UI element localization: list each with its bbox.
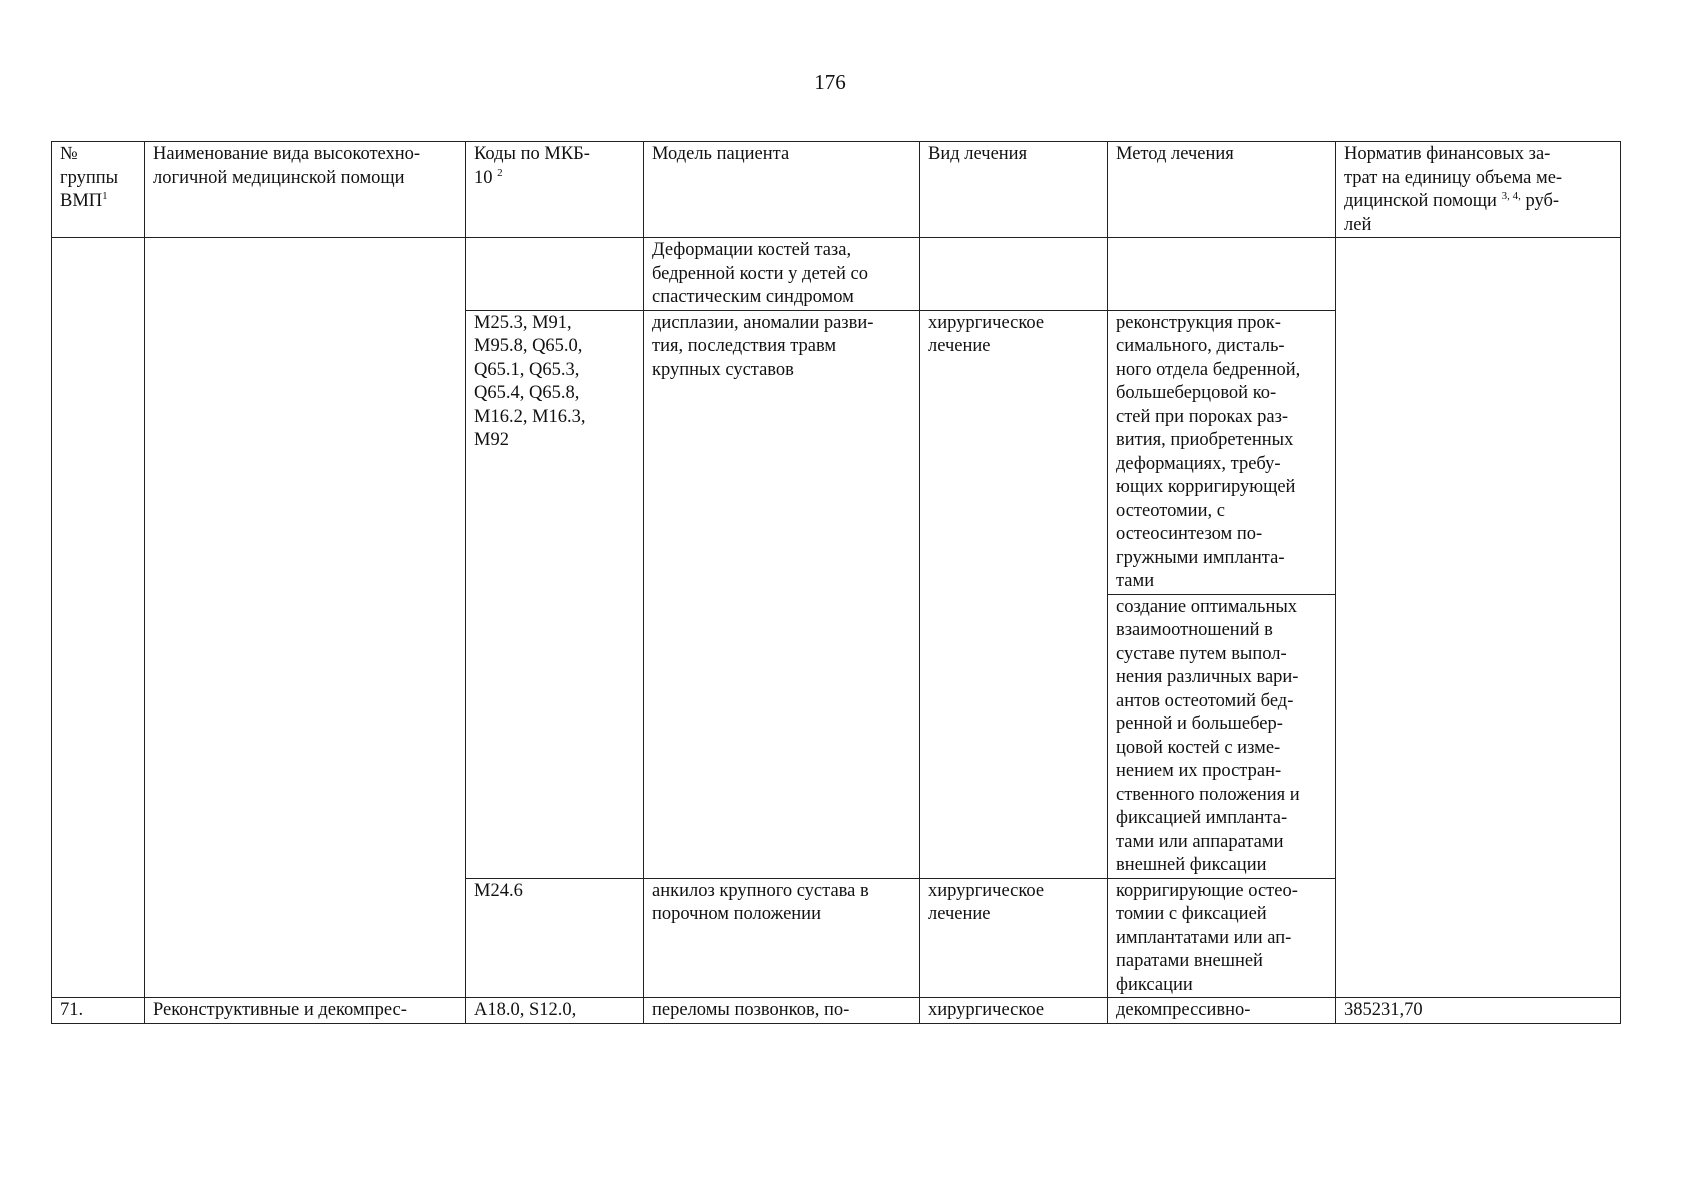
patient-model-cell: анкилоз крупного сустава в порочном положении <box>644 878 920 998</box>
treatment-type-cell: хирургическое <box>920 998 1108 1024</box>
codes-cell: M25.3, M91, M95.8, Q65.0, Q65.1, Q65.3, Q65.4, Q65.8, M16.2, M16.3, M92 <box>466 310 644 878</box>
vmp-table <box>51 141 1621 1024</box>
header-patient-model: Модель пациента <box>644 142 920 238</box>
group-number-cell: 71. <box>52 998 145 1024</box>
vmp-name-cell <box>145 238 466 998</box>
treatment-type-cell: хирургическое лечение <box>920 310 1108 878</box>
treatment-method-cell: создание оптимальных взаимоотношений в суставе путем выпол- нения различных вари- антов остеотомий бед- ренной и большебер- цовой костей с изме- нением их простран- ственного положения и фиксацией импланта- тами или аппаратами внешней фиксации <box>1108 594 1336 878</box>
header-mkb-codes: Коды по МКБ- 10 $^2$ <box>466 142 644 238</box>
treatment-method-cell: реконструкция прок- симального, дисталь- ного отдела бедренной, большеберцовой ко- стей при пороках раз- вития, приобретенных деформациях, требу- ющих корригирующей остеотомии, с остеосинтезом по- гружными импланта- тами <box>1108 310 1336 594</box>
treatment-method-cell: декомпрессивно- <box>1108 998 1336 1024</box>
header-cost-norm: Норматив финансовых за- трат на единицу объема ме- дицинской помощи $^{3, 4,}$ руб- лей <box>1336 142 1621 238</box>
treatment-type-cell <box>920 238 1108 311</box>
header-group-number: № группы ВМП$^1$ <box>52 142 145 238</box>
table-header-row <box>52 142 1621 238</box>
page-number: 176 <box>814 70 846 94</box>
treatment-method-cell: корригирующие остео- томии с фиксацией имплантатами или ап- паратами внешней фиксации <box>1108 878 1336 998</box>
header-vmp-name: Наименование вида высокотехно- логичной медицинской помощи <box>145 142 466 238</box>
patient-model-cell: переломы позвонков, по- <box>644 998 920 1024</box>
table-row <box>52 998 1621 1024</box>
cost-norm-cell: 385231,70 <box>1336 998 1621 1024</box>
header-treatment-method: Метод лечения <box>1108 142 1336 238</box>
codes-cell: A18.0, S12.0, <box>466 998 644 1024</box>
header-treatment-type: Вид лечения <box>920 142 1108 238</box>
codes-cell: M24.6 <box>466 878 644 998</box>
codes-cell <box>466 238 644 311</box>
vmp-name-cell: Реконструктивные и декомпрес- <box>145 998 466 1024</box>
group-number-cell <box>52 238 145 998</box>
patient-model-cell: дисплазии, аномалии разви- тия, последствия травм крупных суставов <box>644 310 920 878</box>
treatment-method-cell <box>1108 238 1336 311</box>
table-row <box>52 238 1621 311</box>
cost-norm-cell <box>1336 238 1621 998</box>
treatment-type-cell: хирургическое лечение <box>920 878 1108 998</box>
patient-model-cell: Деформации костей таза, бедренной кости у детей со спастическим синдромом <box>644 238 920 311</box>
